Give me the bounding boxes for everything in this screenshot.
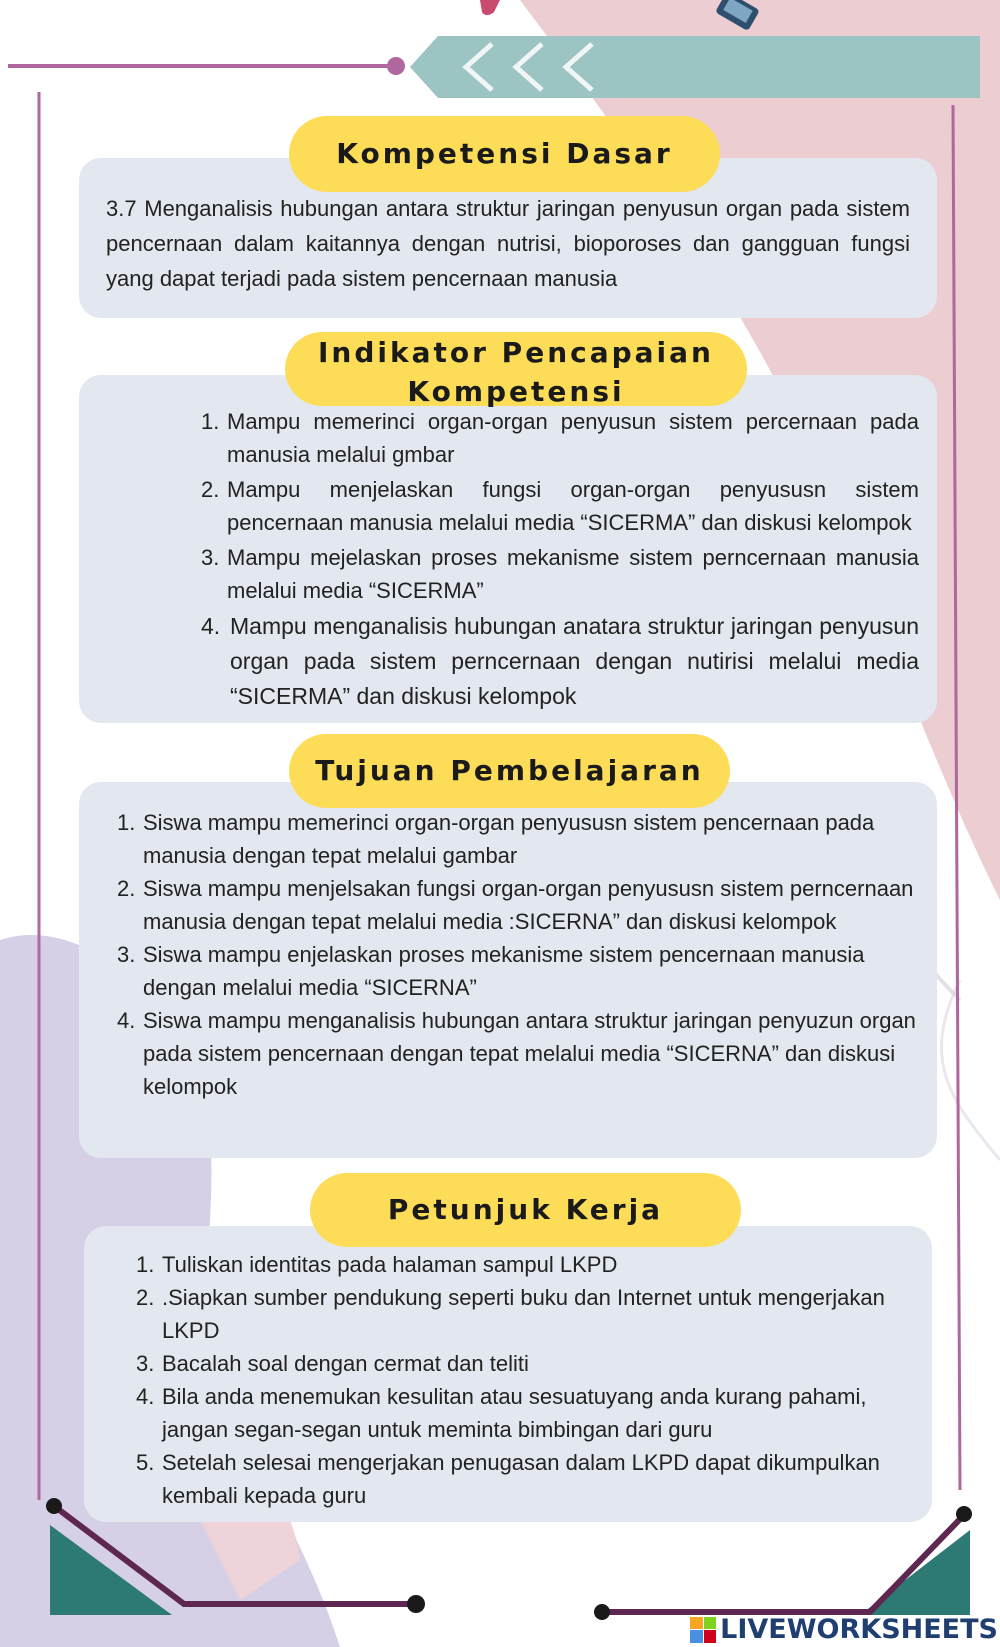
list-item: 4. Mampu menganalisis hubungan anatara struktur jaringan penyusun organ pada sistem perncernaan dengan nutirisi melalui media “SICERMA” dan diskusi kelompok (201, 613, 919, 709)
tp-title: Tujuan Pembelajaran (289, 734, 730, 808)
pk-title: Petunjuk Kerja (310, 1173, 741, 1247)
list-item: 5. Setelah selesai mengerjakan penugasan dalam LKPD dapat dikumpulkan kembali kepada guru (136, 1450, 880, 1508)
ipk-list (201, 405, 919, 714)
top-rule-dot (387, 57, 405, 75)
pk-list (136, 1248, 928, 1512)
list-item: 1. Mampu memerinci organ-organ penyusun sistem percernaan pada manusia melalui gmbar (201, 409, 919, 467)
list-item: 4. Bila anda menemukan kesulitan atau sesuatuyang anda kurang pahami, jangan segan-segan untuk meminta bimbingan dari guru (136, 1384, 867, 1442)
list-item: 3. Bacalah soal dengan cermat dan teliti (136, 1351, 529, 1376)
list-item: 4. Siswa mampu menganalisis hubungan antara struktur jaringan penyuzun organ pada sistem pencernaan dengan tepat melalui media “SICERNA” dan diskusi kelompok (117, 1008, 916, 1099)
chevron-band (410, 36, 980, 98)
tp-card (79, 782, 937, 1158)
liveworksheets-icon (690, 1617, 716, 1643)
pink-drop-icon (480, 0, 500, 15)
ipk-title: Indikator Pencapaian Kompetensi (285, 332, 747, 406)
list-item: 1. Siswa mampu memerinci organ-organ penyususn sistem pencernaan pada manusia dengan tepat melalui gambar (117, 810, 875, 868)
list-item: 1. Tuliskan identitas pada halaman sampul LKPD (136, 1252, 618, 1277)
liveworksheets-logo[interactable] (690, 1614, 998, 1645)
list-item: 3. Mampu mejelaskan proses mekanisme sistem perncernaan manusia melalui media “SICERMA” (201, 545, 919, 603)
brand-name: LIVEWORKSHEETS (720, 1614, 998, 1645)
list-item: 2. Siswa mampu menjelsakan fungsi organ-organ penyususn sistem perncernaan manusia dengan tepat melalui media :SICERNA” dan diskusi kelompok (117, 876, 914, 934)
kd-title: Kompetensi Dasar (289, 116, 720, 192)
list-item: 2. Mampu menjelaskan fungsi organ-organ penyususn sistem pencernaan manusia melalui media “SICERMA” dan diskusi kelompok (201, 477, 919, 535)
ipk-card (79, 375, 937, 723)
tp-list (117, 806, 929, 1103)
kd-text: 3.7 Menganalisis hubungan antara struktur jaringan penyusun organ pada sistem pencernaan dalam kaitannya dengan nutrisi, bioporoses dan gangguan fungsi yang dapat terjadi pada sistem pencernaan manusia (106, 196, 910, 291)
list-item: 3. Siswa mampu enjelaskan proses mekanisme sistem pencernaan manusia dengan melalui media “SICERNA” (117, 942, 865, 1000)
list-item: 2. .Siapkan sumber pendukung seperti buku dan Internet untuk mengerjakan LKPD (136, 1285, 885, 1343)
pk-card (84, 1226, 932, 1522)
